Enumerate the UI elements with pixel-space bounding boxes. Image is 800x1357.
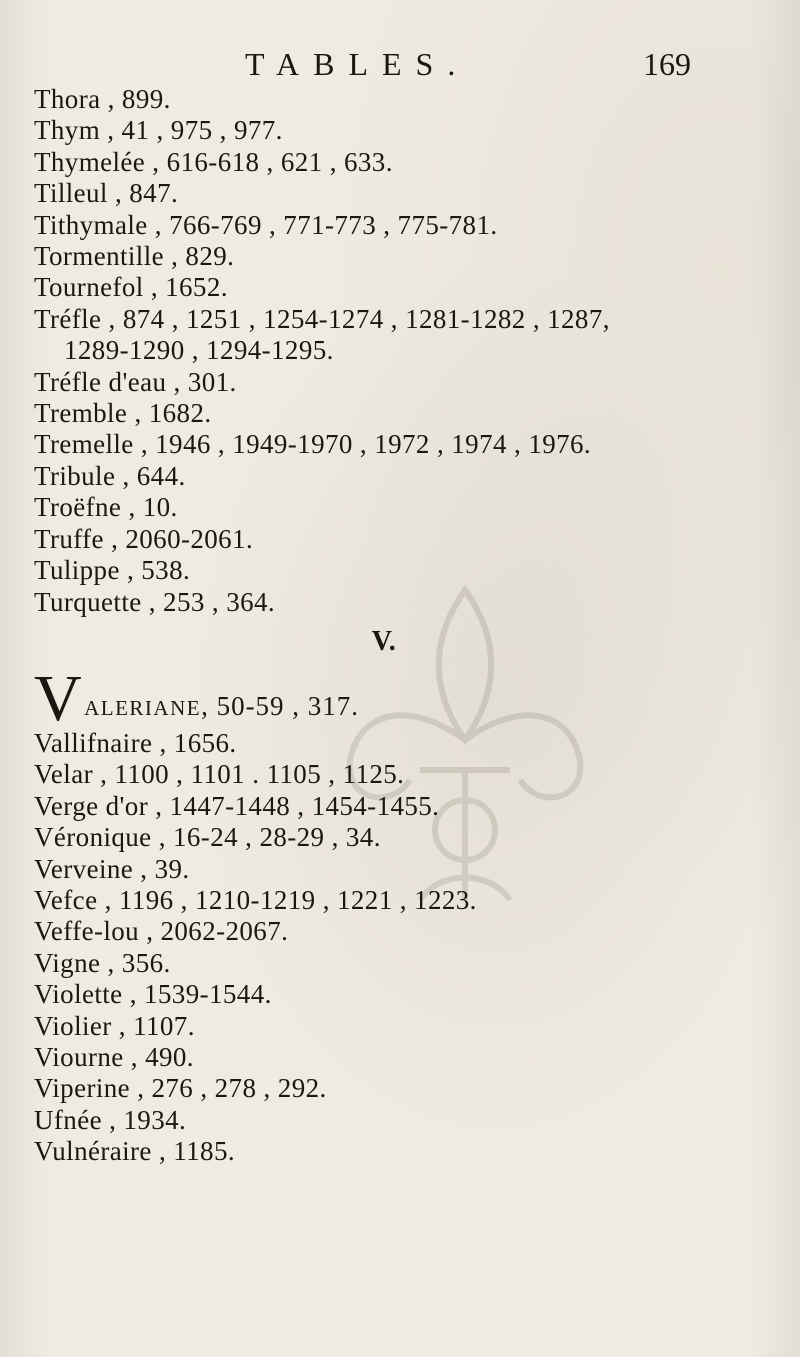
index-entry: Tournefol , 1652.: [34, 272, 228, 303]
index-entry: Véronique , 16-24 , 28-29 , 34.: [34, 822, 381, 853]
index-entry: Truffe , 2060-2061.: [34, 523, 254, 554]
index-entry: Tribule , 644.: [34, 460, 186, 491]
index-entry: Vulnéraire , 1185.: [34, 1136, 236, 1167]
section-heading-v: V.: [371, 625, 397, 657]
index-entry: Verge d'or , 1447-1448 , 1454-1455.: [34, 790, 440, 821]
index-entry: Tilleul , 847.: [34, 178, 179, 209]
index-entry: Thora , 899.: [34, 84, 171, 114]
index-entry: Violier , 1107.: [34, 1010, 195, 1041]
first-entry-smallcaps: ALERIANE: [84, 695, 202, 720]
index-entry: Vallifnaire , 1656.: [34, 727, 237, 758]
index-entry: Vefce , 1196 , 1210-1219 , 1221 , 1223.: [34, 884, 477, 915]
index-entry: Violette , 1539-1544.: [34, 979, 272, 1010]
index-entry: Tremelle , 1946 , 1949-1970 , 1972 , 1974 , 1976.: [34, 429, 592, 460]
index-list: [34, 84, 774, 1168]
index-entry: Tréfle d'eau , 301.: [34, 366, 237, 397]
index-entry: Tithymale , 766-769 , 771-773 , 775-781.: [34, 209, 498, 240]
drop-cap-letter: V: [34, 661, 83, 735]
running-head: TABLES.: [245, 46, 470, 82]
index-entry: Vigne , 356.: [34, 947, 171, 978]
first-entry-text: [84, 691, 359, 728]
index-entry: Tormentille , 829.: [34, 241, 235, 272]
index-entry-first-v: [34, 661, 774, 735]
index-entry: Velar , 1100 , 1101 . 1105 , 1125.: [34, 759, 405, 790]
index-entry: Thymelée , 616-618 , 621 , 633.: [34, 146, 393, 177]
index-entry: Ufnée , 1934.: [34, 1104, 187, 1135]
index-entry: Tremble , 1682.: [34, 398, 212, 429]
first-entry-pages: , 50-59 , 317.: [201, 690, 360, 721]
index-entry: Veffe-lou , 2062-2067.: [34, 916, 289, 947]
index-entry: Troëfne , 10.: [34, 492, 178, 523]
page-number: 169: [643, 46, 691, 82]
index-entry: Tulippe , 538.: [34, 555, 191, 586]
index-entry-continuation: 1289-1290 , 1294-1295.: [64, 335, 334, 366]
index-entry: Verveine , 39.: [34, 853, 190, 884]
index-entry: Thym , 41 , 975 , 977.: [34, 115, 283, 146]
index-entry: Tréfle , 874 , 1251 , 1254-1274 , 1281-1282 , 1287,: [34, 303, 610, 334]
index-entry: Turquette , 253 , 364.: [34, 586, 276, 617]
index-entry: Viperine , 276 , 278 , 292.: [34, 1073, 327, 1104]
page-header: [0, 42, 800, 86]
index-entry: Viourne , 490.: [34, 1041, 194, 1072]
